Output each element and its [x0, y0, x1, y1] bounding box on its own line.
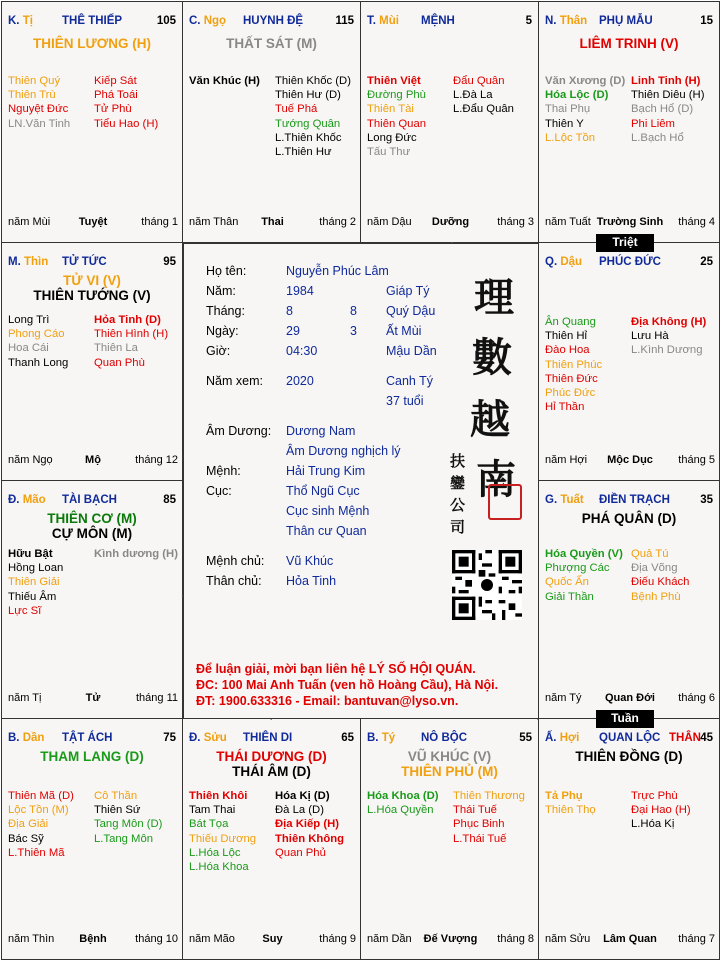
minor-star: Hữu Bật — [8, 548, 53, 560]
branch-name: Tị — [22, 15, 33, 27]
minor-star: Phi Liêm — [631, 117, 675, 130]
minor-star: L.Hóa Khoa — [189, 861, 249, 874]
month-value-b: 8 — [350, 304, 357, 318]
contact-line-2: ĐC: 100 Mai Anh Tuấn (ven hồ Hoàng Cầu), Hà Nội. — [196, 678, 499, 692]
palace-name: NÔ BỘC — [421, 732, 467, 744]
minor-star: L.Hóa Kị — [631, 818, 675, 831]
name-value: Nguyễn Phúc Lâm — [286, 264, 389, 278]
minor-star: Bát Tọa — [189, 818, 229, 831]
amduong-value-2: Âm Dương nghịch lý — [286, 444, 401, 458]
minor-star: Long Trì — [8, 314, 50, 326]
palace-name: ĐIỀN TRẠCH — [599, 494, 670, 506]
minor-star: Phá Toái — [94, 89, 138, 102]
minor-star: Quả Tú — [631, 548, 669, 560]
minor-star: Bệnh Phù — [631, 590, 681, 603]
footer-stage: Tuyệt — [78, 216, 108, 228]
minor-star: Tam Thai — [189, 804, 236, 817]
thanchu-value: Hỏa Tinh — [286, 574, 337, 588]
footer-stage: Lâm Quan — [603, 933, 657, 945]
minor-star: Quan Phù — [94, 356, 145, 369]
branch-name: Dậu — [560, 256, 583, 268]
footer-month: tháng 2 — [319, 216, 356, 228]
seal-char-4: 南 — [476, 456, 516, 503]
month-can: Quý Dậu — [386, 304, 436, 318]
hour-value: 04:30 — [286, 344, 318, 358]
palace-number: 105 — [156, 15, 176, 27]
branch-name: Dần — [22, 732, 45, 744]
thanchu-label: Thân chủ: — [206, 574, 262, 588]
minor-star: Hóa Lộc (D) — [545, 89, 609, 102]
minor-star: Phúc Đức — [545, 387, 596, 400]
branch-name: Ngọ — [203, 15, 227, 27]
minor-star: Thiên Trù — [8, 89, 56, 102]
main-star: CỰ MÔN (M) — [51, 526, 133, 541]
palace-name: TÀI BẠCH — [62, 494, 117, 506]
branch-prefix: C. — [189, 15, 201, 27]
cuc-value: Thổ Ngũ Cục — [286, 484, 360, 498]
minor-star: L.Thiên Khốc — [275, 131, 342, 144]
month-value: 8 — [286, 304, 293, 318]
horoscope-board — [1, 1, 719, 959]
footer-year: năm Thìn — [8, 933, 55, 945]
minor-star: Thiên Diêu (H) — [631, 89, 705, 102]
minor-star: L.Đà La — [453, 89, 493, 102]
minor-star: Đường Phù — [367, 89, 426, 102]
seal-char-1: 理 — [474, 274, 514, 321]
palace-number: 65 — [341, 732, 354, 744]
palace-name: TỬ TỨC — [62, 256, 107, 268]
main-star: PHÁ QUÂN (D) — [581, 511, 677, 526]
footer-month: tháng 1 — [141, 216, 178, 228]
minor-star: Thiên Khôi — [189, 790, 248, 802]
menh-label: Mệnh: — [206, 464, 241, 478]
view-year-label: Năm xem: — [206, 374, 263, 388]
footer-year: năm Hợi — [545, 454, 588, 466]
minor-star: Nguyệt Đức — [8, 103, 69, 116]
minor-star: L.Hóa Quyền — [367, 804, 434, 817]
minor-star: Thiên Sứ — [94, 804, 141, 817]
palace-number: 75 — [163, 732, 176, 744]
minor-star: Đào Hoa — [545, 344, 590, 357]
minor-star: Trực Phù — [631, 790, 678, 802]
minor-star: Thiên Thọ — [545, 804, 596, 817]
branch-name: Tý — [381, 732, 396, 744]
footer-stage: Bệnh — [79, 933, 107, 945]
minor-star: Thiên Giải — [8, 576, 60, 589]
contact-line-1: Để luận giải, mời bạn liên hệ LÝ SỐ HỘI QUÁN. — [196, 662, 476, 676]
branch-name: Thân — [559, 15, 588, 27]
branch-prefix: K. — [8, 15, 20, 27]
minor-star: Hỏa Tinh (D) — [94, 314, 161, 326]
minor-star: Lưu Hà — [631, 330, 669, 343]
year-label: Năm: — [206, 284, 236, 298]
palace-number: 25 — [700, 256, 713, 268]
minor-star: Kình dương (H) — [94, 548, 178, 560]
footer-month: tháng 8 — [497, 933, 534, 945]
minor-star: Tang Môn (D) — [94, 818, 163, 831]
month-label: Tháng: — [206, 304, 245, 318]
footer-stage: Mộc Dục — [607, 454, 653, 466]
minor-star: Quan Phủ — [275, 846, 326, 859]
tuan-tag: Tuần — [596, 710, 654, 728]
view-year-can: Canh Tý — [386, 374, 434, 388]
minor-star: Tử Phù — [94, 103, 132, 116]
branch-name: Sửu — [203, 732, 227, 744]
main-star: THAM LANG (D) — [40, 749, 144, 764]
minor-star: Phục Binh — [453, 818, 505, 831]
minor-star: Hoa Cái — [8, 342, 49, 355]
day-value: 29 — [286, 324, 300, 338]
minor-star: Thiếu Âm — [8, 590, 57, 603]
main-star: VŨ KHÚC (V) — [407, 749, 492, 764]
branch-name: Thìn — [23, 256, 49, 268]
palace-number: 55 — [519, 732, 532, 744]
main-star: THÁI ÂM (D) — [232, 764, 311, 779]
footer-month: tháng 3 — [497, 216, 534, 228]
minor-star: Điếu Khách — [631, 576, 690, 589]
minor-star: Địa Không (H) — [631, 316, 707, 328]
minor-star: Đà La (D) — [275, 804, 324, 817]
palace-name: PHỤ MẪU — [599, 15, 653, 27]
footer-year: năm Mùi — [8, 216, 51, 228]
branch-name: Mão — [22, 494, 46, 506]
palace-number: 45 — [700, 732, 713, 744]
footer-stage: Mộ — [85, 454, 101, 466]
cuc-label: Cục: — [206, 484, 232, 498]
palace-number: 85 — [163, 494, 176, 506]
minor-star: L.Thái Tuế — [453, 832, 507, 845]
palace-name: THIÊN DI — [243, 732, 293, 744]
minor-star: Lực Sĩ — [8, 604, 42, 617]
day-can: Ất Mùi — [386, 324, 422, 338]
minor-star: Ân Quang — [545, 316, 596, 328]
minor-star: L.Tang Môn — [94, 832, 154, 845]
palace-extra: THÂN — [669, 732, 701, 744]
minor-star: Tuế Phá — [275, 103, 318, 116]
amduong-value: Dương Nam — [286, 424, 356, 438]
minor-star: LN.Văn Tinh — [8, 117, 71, 130]
minor-star: Thiên Quan — [367, 117, 427, 130]
minor-star: L.Lộc Tồn — [545, 131, 596, 144]
year-can: Giáp Tý — [386, 284, 430, 298]
footer-stage: Trường Sinh — [596, 216, 664, 228]
center-info-panel — [183, 243, 539, 719]
seal-char-3: 越 — [470, 396, 510, 443]
branch-name: Tuất — [560, 494, 584, 506]
menhchu-label: Mệnh chủ: — [206, 554, 265, 568]
branch-prefix: Đ. — [189, 732, 201, 744]
main-star: THIÊN ĐỒNG (D) — [575, 749, 683, 764]
day-label: Ngày: — [206, 324, 239, 338]
main-star: THÁI DƯƠNG (D) — [216, 749, 327, 764]
minor-star: Đại Hao (H) — [631, 804, 691, 817]
minor-star: Thiên Hỉ — [545, 330, 588, 343]
footer-month: tháng 12 — [135, 454, 178, 466]
minor-star: Linh Tinh (H) — [631, 75, 701, 87]
minor-star: Địa Giải — [8, 818, 49, 831]
minor-star: Địa Kiếp (H) — [275, 818, 340, 831]
palace-name: HUYNH ĐỆ — [243, 15, 304, 27]
seal-small-2: 鑾 — [450, 474, 466, 492]
day-value-b: 3 — [350, 324, 357, 338]
minor-star: Bác Sỹ — [8, 832, 44, 845]
branch-prefix: B. — [367, 732, 379, 744]
minor-star: Văn Xương (D) — [545, 75, 626, 87]
hour-can: Mậu Dần — [386, 344, 437, 358]
footer-month: tháng 7 — [678, 933, 715, 945]
minor-star: Long Đức — [367, 131, 417, 144]
minor-star: Hồng Loan — [8, 562, 64, 575]
footer-month: tháng 4 — [678, 216, 715, 228]
branch-name: Hợi — [559, 732, 580, 744]
minor-star: L.Hóa Lộc — [189, 846, 241, 859]
name-label: Họ tên: — [206, 264, 247, 278]
minor-star: Thái Tuế — [453, 804, 497, 817]
minor-star: Cô Thần — [94, 790, 138, 802]
contact-line-3: ĐT: 1900.633316 - Email: bantuvan@lyso.vn. — [196, 694, 459, 708]
main-star: THIÊN LƯƠNG (H) — [33, 36, 151, 51]
year-value: 1984 — [286, 284, 314, 298]
minor-star: Địa Võng — [631, 562, 678, 575]
minor-star: Thiên Việt — [367, 75, 421, 87]
palace-number: 5 — [525, 15, 532, 27]
minor-star: Hóa Khoa (D) — [367, 790, 439, 802]
minor-star: L.Bạch Hổ — [631, 131, 684, 144]
main-star: THIÊN TƯỚNG (V) — [33, 288, 151, 303]
footer-month: tháng 11 — [135, 692, 178, 704]
main-star: THIÊN PHỦ (M) — [401, 764, 498, 779]
minor-star: Thiên Hình (H) — [94, 328, 169, 341]
minor-star: Hỉ Thần — [545, 401, 585, 414]
minor-star: L.Thiên Mã — [8, 846, 65, 859]
minor-star: Hóa Quyền (V) — [545, 548, 623, 560]
main-star: THẤT SÁT (M) — [226, 36, 317, 51]
minor-star: Thiên Hư (D) — [275, 89, 341, 102]
footer-year: năm Ngọ — [8, 454, 53, 466]
minor-star: L.Đẩu Quân — [453, 103, 514, 116]
palace-name: QUAN LỘC — [599, 732, 661, 744]
palace-name: PHÚC ĐỨC — [599, 256, 661, 268]
cuc-value-3: Thân cư Quan — [286, 524, 367, 538]
palace-number: 115 — [335, 15, 354, 27]
footer-month: tháng 5 — [678, 454, 715, 466]
minor-star: Kiếp Sát — [94, 75, 137, 87]
branch-prefix: B. — [8, 732, 20, 744]
footer-year: năm Dậu — [367, 216, 412, 228]
branch-prefix: Q. — [545, 256, 558, 268]
branch-prefix: Ấ. — [545, 732, 557, 744]
main-star: LIÊM TRINH (V) — [579, 36, 679, 51]
minor-star: Văn Khúc (H) — [189, 75, 260, 87]
minor-star: Thiên La — [94, 342, 138, 355]
palace-number: 15 — [700, 15, 713, 27]
minor-star: Thiên Mã (D) — [8, 790, 74, 802]
minor-star: Quốc Ấn — [545, 576, 589, 589]
amduong-label: Âm Dương: — [206, 424, 272, 438]
qr-code-icon — [452, 550, 522, 620]
palace-name: THÊ THIẾP — [62, 15, 123, 27]
minor-star: Thiên Thương — [453, 790, 525, 802]
branch-prefix: Đ. — [8, 494, 20, 506]
footer-month: tháng 9 — [319, 933, 356, 945]
main-star: TỬ VI (V) — [63, 273, 121, 288]
seal-small-3: 公 — [450, 496, 466, 514]
view-year-value: 2020 — [286, 374, 314, 388]
footer-stage: Suy — [262, 933, 283, 945]
footer-stage: Dưỡng — [431, 216, 470, 228]
branch-prefix: T. — [367, 15, 376, 27]
minor-star: Thiên Đức — [545, 372, 598, 385]
menhchu-value: Vũ Khúc — [286, 554, 334, 568]
branch-prefix: G. — [545, 494, 558, 506]
footer-stage: Đế Vượng — [423, 933, 478, 945]
hour-label: Giờ: — [206, 344, 231, 358]
seal-small-1: 扶 — [450, 452, 466, 470]
palace-name: MỆNH — [421, 15, 455, 27]
red-stamp — [488, 484, 522, 520]
seal-char-2: 數 — [472, 334, 512, 381]
minor-star: Giải Thần — [545, 590, 594, 603]
minor-star: Tấu Thư — [367, 146, 411, 159]
footer-year: năm Sửu — [545, 933, 591, 945]
minor-star: Tiểu Hao (H) — [94, 117, 159, 130]
branch-name: Mùi — [379, 15, 399, 27]
minor-star: L.Kình Dương — [631, 344, 703, 357]
main-star: THIÊN CƠ (M) — [47, 511, 137, 526]
minor-star: Thiên Phúc — [545, 358, 603, 371]
minor-star: Phượng Các — [545, 562, 610, 575]
minor-star: Tả Phụ — [545, 790, 583, 802]
palace-name: TẬT ÁCH — [62, 732, 113, 744]
footer-year: năm Dần — [367, 933, 412, 945]
menh-value: Hải Trung Kim — [286, 464, 366, 478]
minor-star: Bạch Hổ (D) — [631, 103, 694, 116]
footer-year: năm Tị — [8, 692, 42, 704]
footer-month: tháng 10 — [135, 933, 178, 945]
minor-star: Đẩu Quân — [453, 75, 505, 87]
minor-star: Thiên Không — [275, 832, 345, 845]
footer-year: năm Mão — [189, 933, 235, 945]
branch-prefix: N. — [545, 15, 557, 27]
seal-small-4: 司 — [450, 518, 466, 536]
palace-number: 95 — [163, 256, 176, 268]
minor-star: Thiên Tài — [367, 103, 414, 116]
minor-star: Thiên Y — [545, 117, 584, 130]
minor-star: Hóa Kị (D) — [275, 790, 330, 802]
palace-number: 35 — [700, 494, 713, 506]
footer-stage: Thai — [261, 216, 284, 228]
age-value: 37 tuổi — [386, 394, 424, 408]
minor-star: Thanh Long — [8, 356, 69, 369]
footer-stage: Quan Đới — [605, 692, 655, 704]
footer-month: tháng 6 — [678, 692, 715, 704]
cuc-value-2: Cục sinh Mệnh — [286, 504, 370, 518]
minor-star: Thai Phụ — [545, 103, 591, 116]
minor-star: Thiên Quý — [8, 75, 61, 87]
minor-star: Phong Cáo — [8, 328, 65, 341]
minor-star: Thiên Khốc (D) — [275, 75, 351, 87]
minor-star: L.Thiên Hư — [275, 146, 332, 159]
footer-year: năm Tuất — [545, 216, 591, 228]
minor-star: Lộc Tồn (M) — [8, 804, 69, 817]
triet-tag: Triệt — [596, 234, 654, 252]
footer-stage: Tử — [85, 692, 101, 704]
branch-prefix: M. — [8, 256, 21, 268]
footer-year: năm Thân — [189, 216, 239, 228]
footer-year: năm Tý — [545, 692, 582, 704]
minor-star: Thiếu Dương — [189, 832, 257, 845]
minor-star: Tướng Quân — [275, 117, 341, 130]
